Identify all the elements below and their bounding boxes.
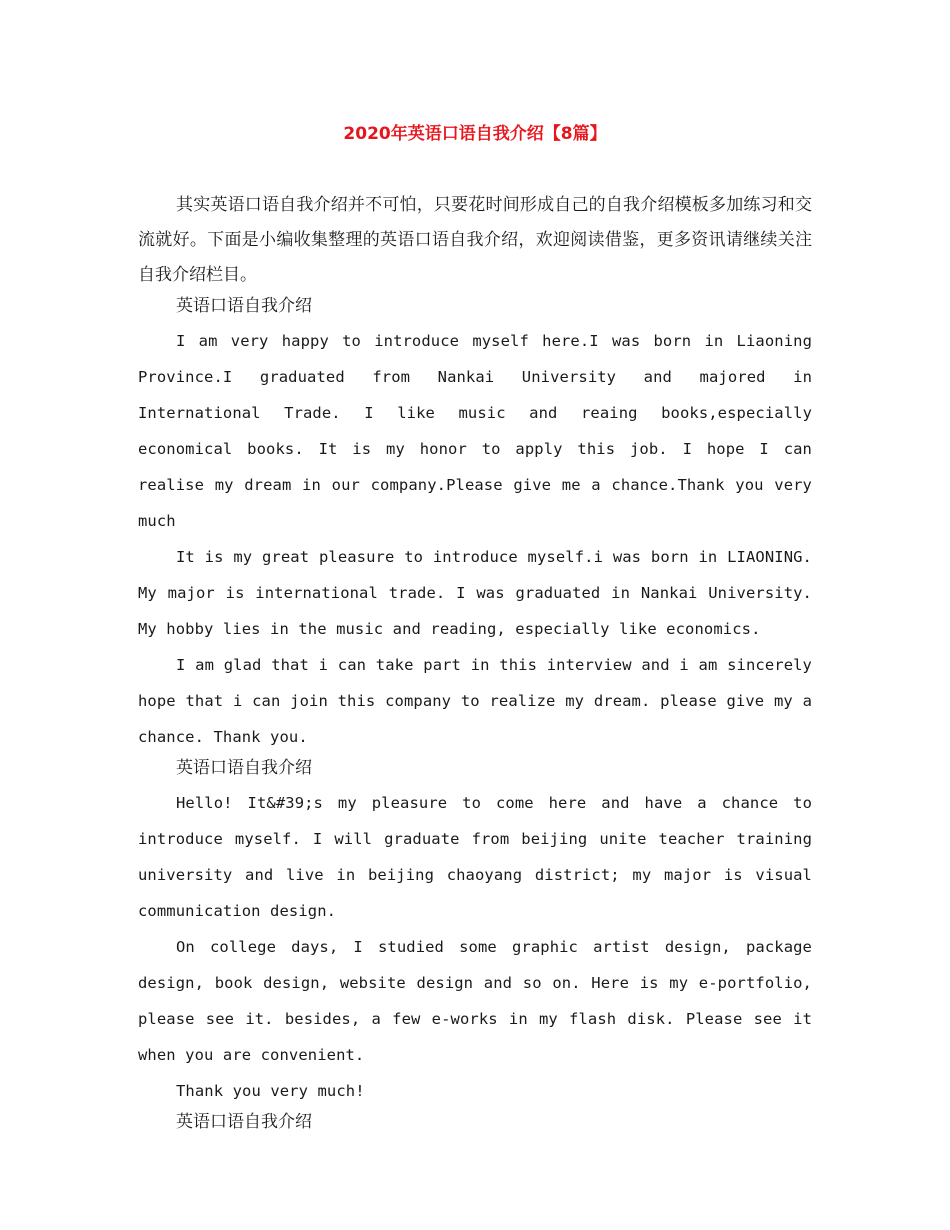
body-paragraph: I am glad that i can take part in this interview and i am sincerely hope that i can join this company to realize my dream. please give my a chance. Thank you. bbox=[138, 656, 812, 746]
body-paragraph: I am very happy to introduce myself here.I was born in Liaoning Province.I graduated from Nankai University and majored in International Trade. I like music and reaing books,especially economical books. It is my honor to apply this job. I hope I can realise my dream in our company.Please give me a chance.Thank you very much bbox=[138, 332, 812, 530]
body-paragraph: Hello! It&#39;s my pleasure to come here and have a chance to introduce myself. I will graduate from beijing unite teacher training university and live in beijing chaoyang district; my major is visual communication design. bbox=[138, 794, 812, 920]
document-body bbox=[138, 188, 812, 1135]
intro-paragraph: 其实英语口语自我介绍并不可怕，只要花时间形成自己的自我介绍模板多加练习和交流就好。下面是小编收集整理的英语口语自我介绍，欢迎阅读借鉴，更多资讯请继续关注自我介绍栏目。 bbox=[138, 195, 812, 285]
body-paragraph: Thank you very much! bbox=[176, 1082, 365, 1100]
section-heading: 英语口语自我介绍 bbox=[176, 758, 312, 778]
section-heading: 英语口语自我介绍 bbox=[176, 296, 312, 316]
body-paragraph: On college days, I studied some graphic artist design, package design, book design, website design and so on. Here is my e-portfolio, please see it. besides, a few e-works in my flash disk. Please see it when you are convenient. bbox=[138, 938, 812, 1064]
document-title: 2020年英语口语自我介绍【8篇】 bbox=[343, 124, 607, 144]
section-heading: 英语口语自我介绍 bbox=[176, 1112, 312, 1132]
body-paragraph: It is my great pleasure to introduce myself.i was born in LIAONING. My major is international trade. I was graduated in Nankai University. My hobby lies in the music and reading, especially like economics. bbox=[138, 548, 812, 638]
